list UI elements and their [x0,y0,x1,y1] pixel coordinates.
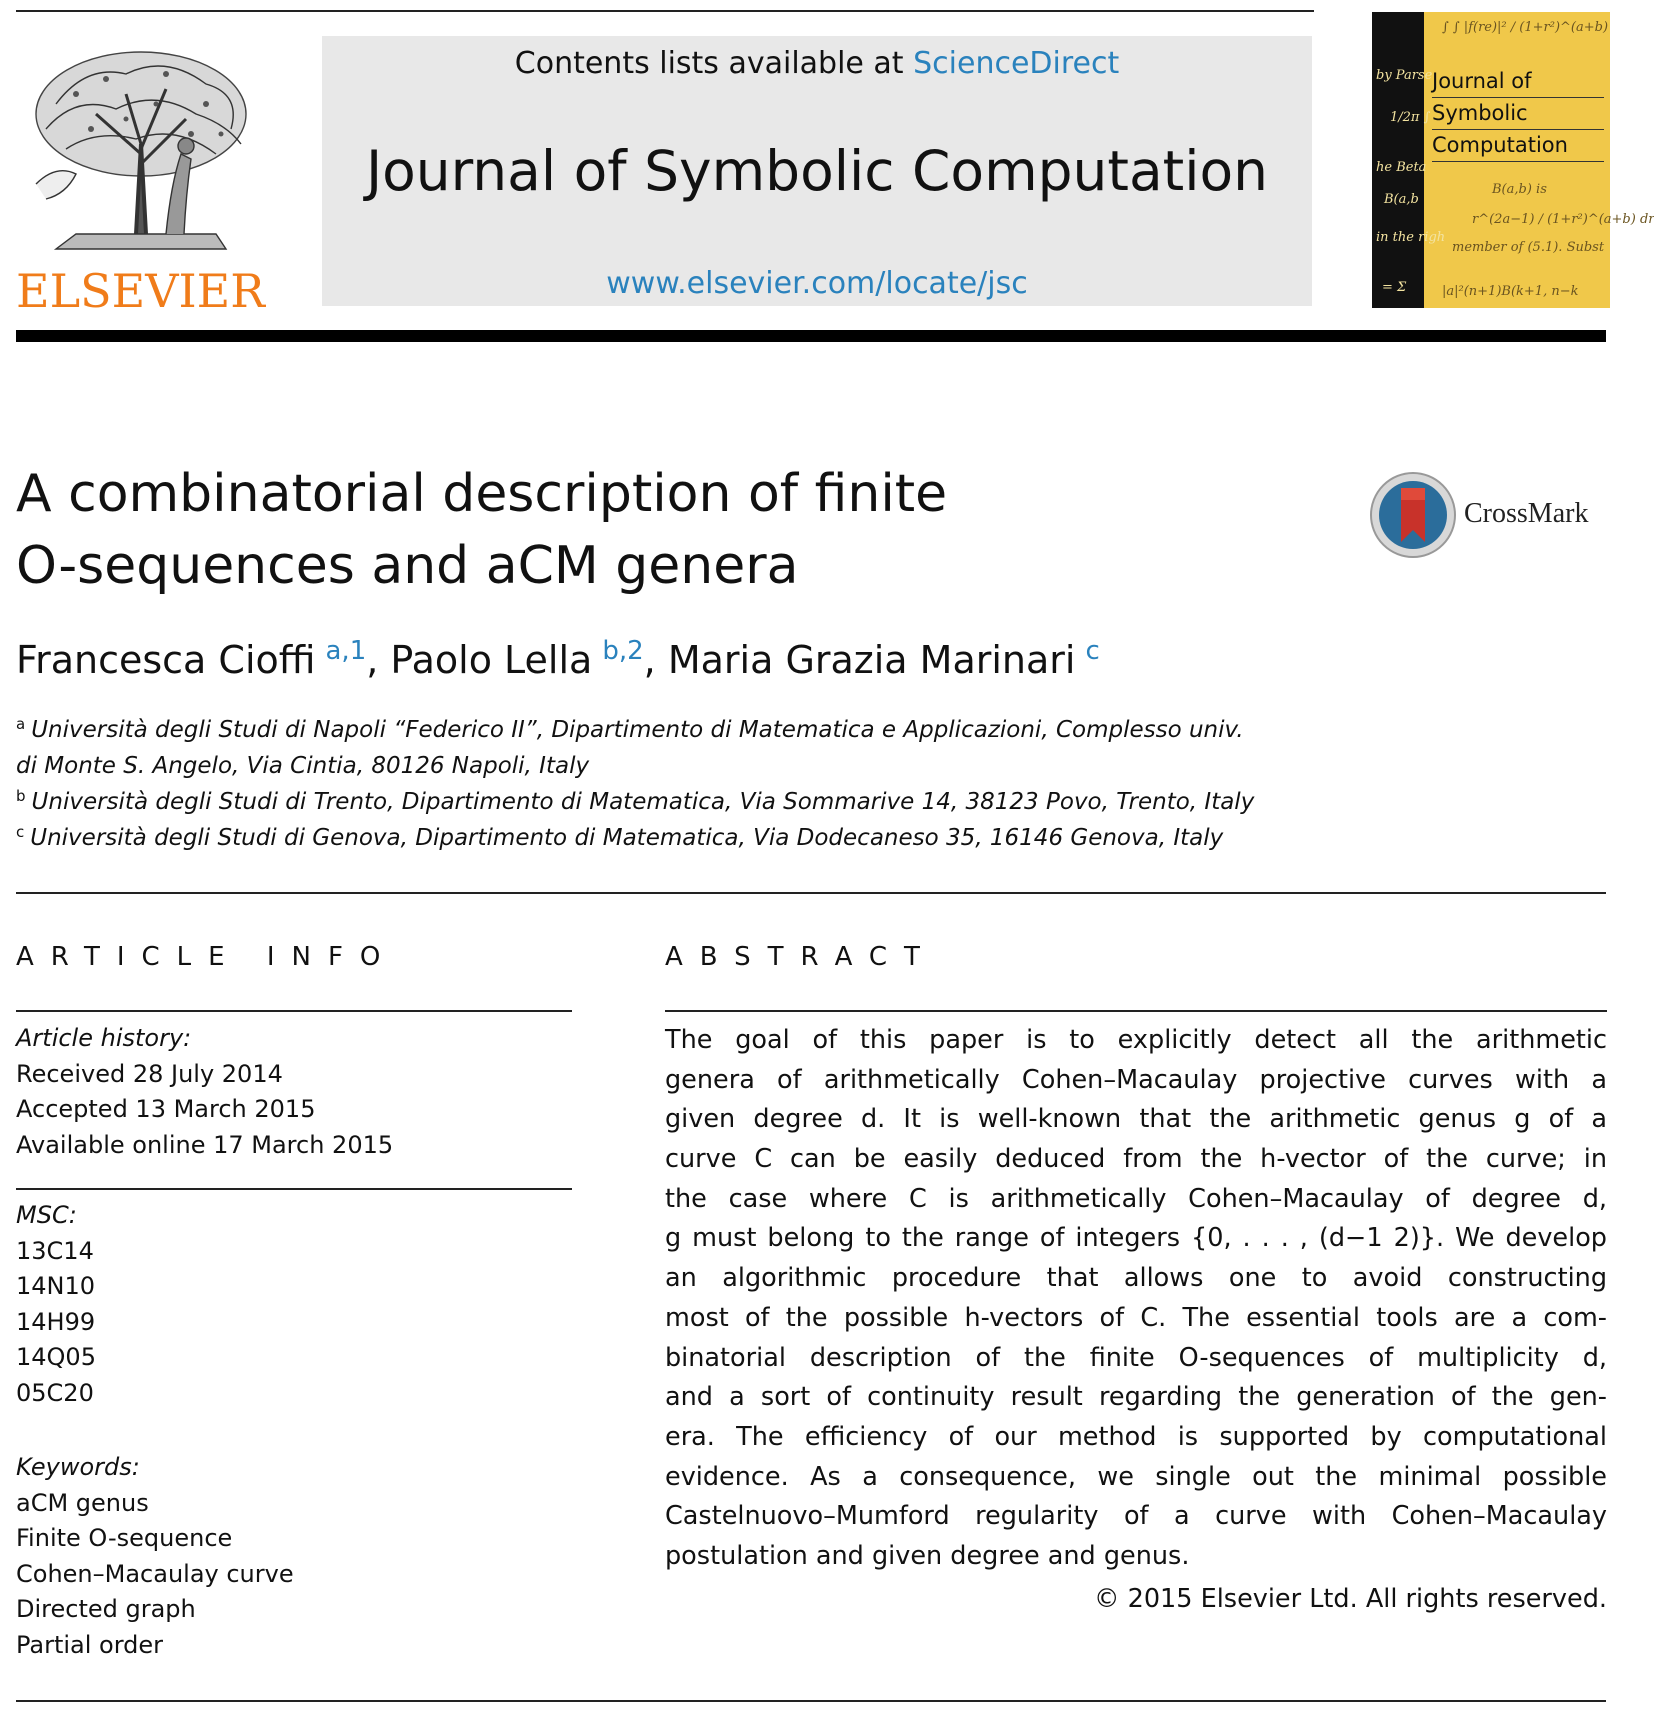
contents-line [322,46,1312,82]
section-divider [16,892,1606,894]
keyword: Directed graph [16,1595,196,1624]
cover-math-text: by Parse [1376,68,1433,83]
cover-math-text: member of (5.1). Subst [1452,240,1605,255]
article-history [16,1021,576,1163]
affiliation-text: Università degli Studi di Trento, Dipartimento di Matematica, Via Sommarive 14, 38123 Povo, Trento, Italy [31,789,1255,815]
paper-title-line: A combinatorial description of finite [16,464,948,524]
top-rule [16,10,1314,12]
abstract-line: curve C can be easily deduced from the h-vector of the curve; in [665,1144,1607,1175]
abstract-line: and a sort of continuity result regarding the generation of the gen- [665,1382,1607,1413]
keyword: Partial order [16,1630,164,1659]
abstract-line: evidence. As a consequence, we single out the minimal possible [665,1461,1607,1492]
abstract-line: Castelnuovo–Mumford regularity of a curve with Cohen–Macaulay [665,1501,1607,1532]
affiliation-mark: b [16,787,26,805]
affiliation-text: Università degli Studi di Napoli “Federico II”, Dipartimento di Matematica e Applicazioni, Complesso univ. [31,717,1244,743]
affiliation-mark: c [16,823,25,841]
abstract-line: era. The efficiency of our method is supported by computational [665,1421,1607,1452]
author-marks[interactable]: a,1 [325,636,367,666]
cover-math-text: ∫ ∫ |f(re)|² / (1+r²)^(a+b) [1442,20,1609,35]
affiliation-a-cont [16,748,1316,784]
abstract-line: postulation and given degree and genus. [665,1540,1190,1571]
abstract-line: The goal of this paper is to explicitly detect all the arithmetic [665,1025,1607,1055]
abstract-line: given degree d. It is well-known that the arithmetic genus g of a [665,1104,1607,1135]
msc-code: 14Q05 [16,1343,96,1372]
affiliation-text: di Monte S. Angelo, Via Cintia, 80126 Napoli, Italy [16,753,590,779]
cover-math-text: |a|²(n+1)B(k+1, n−k [1442,284,1579,299]
cover-title-line: Journal of [1432,66,1604,98]
abstract-line: most of the possible h-vectors of C. The essential tools are a com- [665,1302,1607,1333]
paper-title [16,458,1216,602]
cover-math-text: he Beta [1376,160,1427,175]
affiliation-text: Università degli Studi di Genova, Dipartimento di Matematica, Via Dodecaneso 35, 16146 Genova, Italy [30,825,1224,851]
crossmark-icon [1368,470,1458,560]
abstract-line: g must belong to the range of integers {0, . . . , (d−1 2)}. We develop [665,1223,1607,1254]
cover-math-text: r^(2a−1) / (1+r²)^(a+b) dr [1472,212,1654,227]
history-online: Available online 17 March 2015 [16,1130,394,1159]
abstract-heading: ABSTRACT [665,942,937,972]
journal-cover-image[interactable] [1372,12,1654,308]
affiliation-a [16,712,1316,748]
affiliation-b [16,784,1316,820]
article-info-heading: ARTICLE INFO [16,942,398,972]
author-marks[interactable]: b,2 [602,636,644,666]
crossmark-label: CrossMark [1464,498,1589,529]
publisher-name: ELSEVIER [16,264,265,318]
keywords-label: Keywords: [16,1453,140,1481]
journal-url-link[interactable]: www.elsevier.com/locate/jsc [606,266,1028,301]
cover-math-text: B(a,b) is [1492,182,1547,197]
keyword: Finite O-sequence [16,1524,233,1553]
journal-title: Journal of Symbolic Computation [365,139,1269,203]
sciencedirect-link[interactable]: ScienceDirect [913,46,1120,81]
cover-math-text: = Σ [1382,280,1407,295]
msc-label: MSC: [16,1201,77,1229]
cover-title-line: Computation [1432,130,1604,162]
msc-code: 05C20 [16,1378,94,1407]
abstract-line: binatorial description of the finite O-sequences of multiplicity d, [665,1342,1607,1373]
author-name[interactable]: Maria Grazia Marinari [667,638,1076,682]
msc-code: 14N10 [16,1272,96,1301]
author-name[interactable]: Paolo Lella [390,638,593,682]
affiliation-mark: a [16,715,26,733]
cover-math-text: B(a,b [1384,192,1419,207]
history-accepted: Accepted 13 March 2015 [16,1095,316,1124]
keywords-block [16,1450,576,1664]
bottom-rule [16,1700,1606,1702]
cover-title-line: Symbolic [1432,98,1604,130]
contents-prefix: Contents lists available at [514,46,914,81]
keyword: aCM genus [16,1488,149,1517]
history-rule [16,1188,572,1190]
copyright-notice: © 2015 Elsevier Ltd. All rights reserved. [1093,1584,1607,1614]
tree-engraving-icon [16,34,266,264]
cover-math-text: in the righ [1376,230,1446,245]
elsevier-logo[interactable] [16,34,266,318]
author-marks[interactable]: c [1085,636,1100,666]
affiliation-c [16,820,1316,856]
msc-code: 14H99 [16,1307,96,1336]
header-thick-rule [16,330,1606,342]
abstract-line: genera of arithmetically Cohen–Macaulay projective curves with a [665,1064,1607,1095]
article-info-rule [16,1010,572,1012]
keyword: Cohen–Macaulay curve [16,1559,294,1588]
msc-code: 13C14 [16,1236,94,1265]
article-history-label: Article history: [16,1024,192,1052]
abstract-body [665,1021,1607,1577]
abstract-line: an algorithmic procedure that allows one to avoid constructing [665,1263,1607,1294]
crossmark-button[interactable] [1368,470,1608,560]
cover-title [1432,66,1604,162]
paper-title-line: O-sequences and aCM genera [16,536,799,596]
history-received: Received 28 July 2014 [16,1059,283,1088]
journal-banner [322,36,1312,306]
cover-math-text: 1/2π ∫ [1390,110,1431,125]
author-list: Francesca Cioffi $^{a,1}$, Paolo Lella $^{b,2}$, Maria Grazia Marinari $^c$ [16,636,1100,682]
abstract-line: the case where C is arithmetically Cohen–Macaulay of degree d, [665,1183,1607,1214]
author-name[interactable]: Francesca Cioffi [16,638,316,682]
msc-block [16,1198,576,1412]
abstract-rule [665,1010,1607,1012]
